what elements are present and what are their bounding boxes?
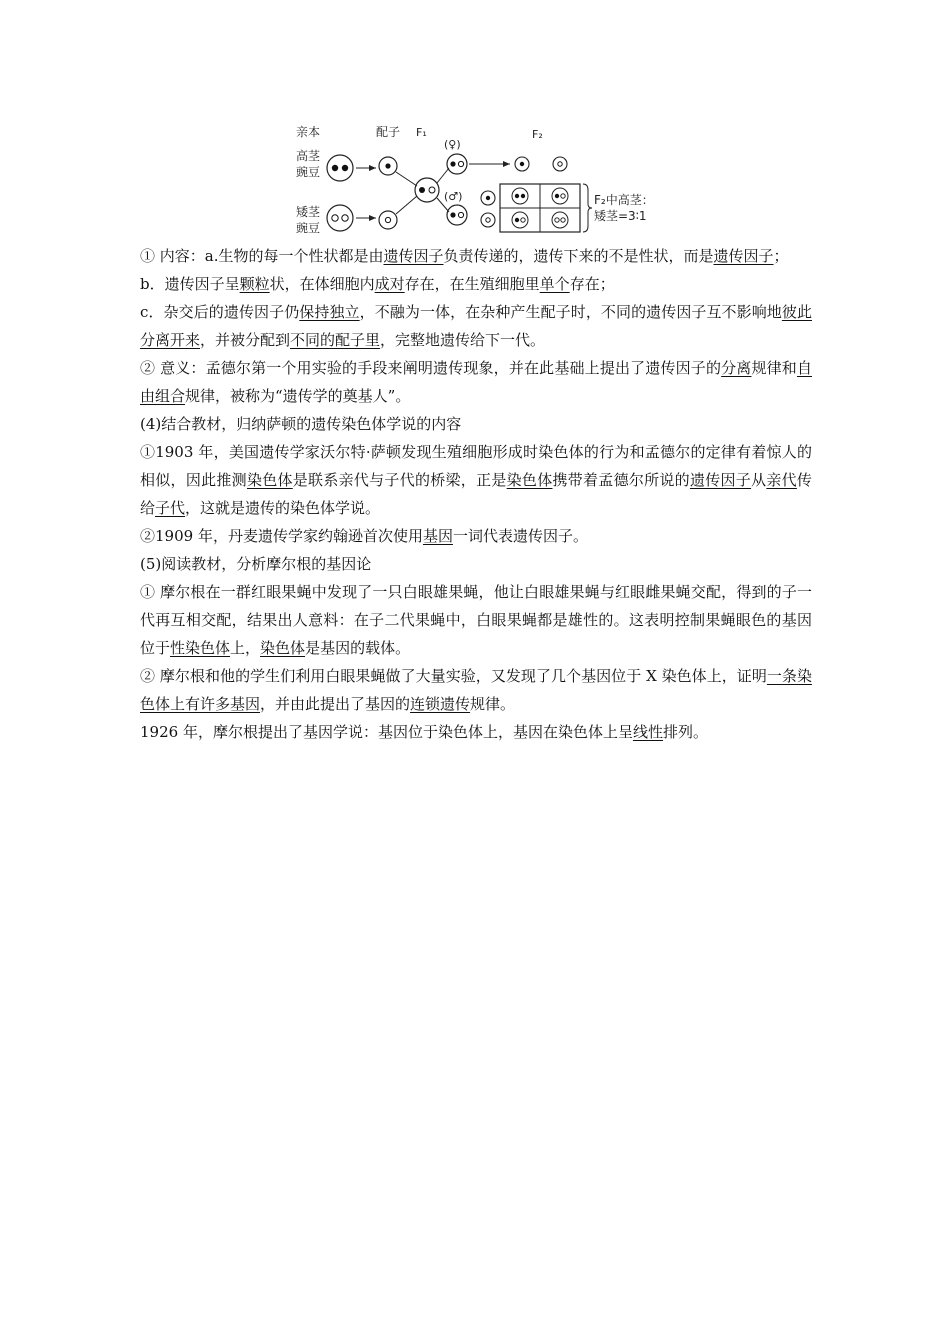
underlined-answer: 线性 [632,723,663,741]
text-segment: ，并由此提出了基因的 [260,695,411,713]
underlined-answer: 颗粒 [239,275,270,293]
text-segment: 存在； [569,275,615,293]
underlined-answer: 基因 [422,527,453,545]
underlined-answer: 遗传因子 [713,247,774,265]
text-segment: ，这就是遗传的染色体学说。 [185,499,381,517]
underlined-answer: 自由组合 [140,359,812,405]
male-f1-cell [447,205,467,225]
tall-parent-cell [327,155,353,181]
paragraph [140,438,812,522]
underlined-answer: 一条染色体上有许多基因 [140,667,812,713]
header-parent: 亲本 [296,125,321,139]
gamete-recessive [379,211,397,229]
paragraph [140,242,812,270]
underlined-answer: 单个 [539,275,570,293]
text-segment: 状，在体细胞内 [269,275,375,293]
underlined-answer: 遗传因子 [383,247,444,265]
underlined-answer: 连锁遗传 [410,695,471,713]
short-pea-label-line2: 豌豆 [296,221,321,235]
female-symbol: (♀) [444,138,461,151]
text-segment: 上， [230,639,261,657]
text-segment: 规律和 [751,359,797,377]
line [396,172,417,186]
ratio-line1: F₂中高茎： [594,193,654,207]
paragraph [140,270,812,298]
text-segment: 传给 [140,471,812,517]
header-f1: F₁ [416,126,427,139]
text-segment: 1926 年，摩尔根提出了基因学说：基因位于染色体上，基因在染色体上呈 [140,723,633,741]
short-pea-label-line1: 矮茎 [296,205,321,219]
male-symbol: (♂) [444,190,463,203]
mendel-inheritance-diagram [290,118,670,238]
text-segment: ②1909 年，丹麦遗传学家约翰逊首次使用 [140,527,423,545]
text-segment: 存在，在生殖细胞里 [404,275,540,293]
text-segment: ② 摩尔根和他的学生们利用白眼果蝇做了大量实验，又发现了几个基因位于 X 染色体上，证明 [140,667,767,685]
punnett-square [500,184,580,232]
text-segment: 一词代表遗传因子。 [452,527,588,545]
female-f1-cell [447,154,467,174]
text-segment: ； [773,247,789,265]
ratio-line2: 矮茎=3∶1 [594,209,647,223]
f1-cell [415,178,439,202]
tall-pea-label-line1: 高茎 [296,149,321,163]
female-gamete-dominant [515,157,529,171]
underlined-answer: 遗传因子 [689,471,752,489]
text-segment: ① 摩尔根在一群红眼果蝇中发现了一只白眼雄果蝇，他让白眼雄果蝇与红眼雌果蝇交配，得到的子一代再互相交配，结果出人意料：在子二代果蝇中，白眼果蝇都是雄性的。这表明控制果蝇眼色的基因位于 [140,583,812,657]
paragraph [140,298,812,354]
male-gamete-dominant [481,191,495,205]
short-parent-cell [327,205,353,231]
text-segment: 规律。 [470,695,516,713]
text-segment: (4)结合教材，归纳萨顿的遗传染色体学说的内容 [140,415,462,433]
underlined-answer: 亲代 [766,471,797,489]
text-segment: c．杂交后的遗传因子仍 [140,303,300,321]
paragraph [140,410,812,438]
tall-pea-label-line2: 豌豆 [296,165,321,179]
text-segment: b．遗传因子呈 [140,275,240,293]
text-segment: 排列。 [662,723,708,741]
text-segment: ，完整地遗传给下一代。 [380,331,546,349]
text-segment: ，并被分配到 [200,331,291,349]
header-f2: F₂ [532,128,543,141]
gamete-dominant [379,157,397,175]
line [396,196,417,214]
underlined-answer: 保持独立 [299,303,360,321]
line [437,168,449,183]
underlined-answer: 成对 [374,275,405,293]
underlined-answer: 不同的配子里 [290,331,381,349]
text-segment: 是基因的载体。 [305,639,411,657]
male-gamete-recessive [481,213,495,227]
underlined-answer: 染色体 [260,639,306,657]
underlined-answer: 性染色体 [170,639,231,657]
text-segment: ② 意义：孟德尔第一个用实验的手段来阐明遗传现象，并在此基础上提出了遗传因子的 [140,359,722,377]
text-segment: ①1903 年，美国遗传学家沃尔特·萨顿发现生殖细胞形成时染色体的行为和孟德尔的定律有着惊人的相似，因此推测 [140,443,812,489]
text-segment: 携带着孟德尔所说的 [552,471,690,489]
underlined-answer: 子代 [155,499,186,517]
text-segment: 从 [751,471,767,489]
paragraph [140,354,812,410]
paragraph [140,550,812,578]
underlined-answer: 分离 [721,359,752,377]
text-segment: 规律，被称为“遗传学的奠基人”。 [185,387,411,405]
bracket [583,184,592,232]
text-segment: ，不融为一体，在杂种产生配子时，不同的遗传因子互不影响地 [359,303,782,321]
paragraph [140,662,812,718]
paragraph [140,522,812,550]
underlined-answer: 染色体 [246,471,293,489]
paragraph [140,578,812,662]
female-gamete-recessive [553,157,567,171]
text-segment: 是联系亲代与子代的桥梁，正是 [292,471,507,489]
text-segment: (5)阅读教材，分析摩尔根的基因论 [140,555,372,573]
text-segment: 负责传递的，遗传下来的不是性状，而是 [443,247,714,265]
paragraph [140,718,812,746]
underlined-answer: 彼此分离开来 [140,303,812,349]
underlined-answer: 染色体 [506,471,553,489]
text-segment: ① 内容：a.生物的每一个性状都是由 [140,247,384,265]
header-gamete: 配子 [376,125,401,139]
body-text [140,242,812,746]
